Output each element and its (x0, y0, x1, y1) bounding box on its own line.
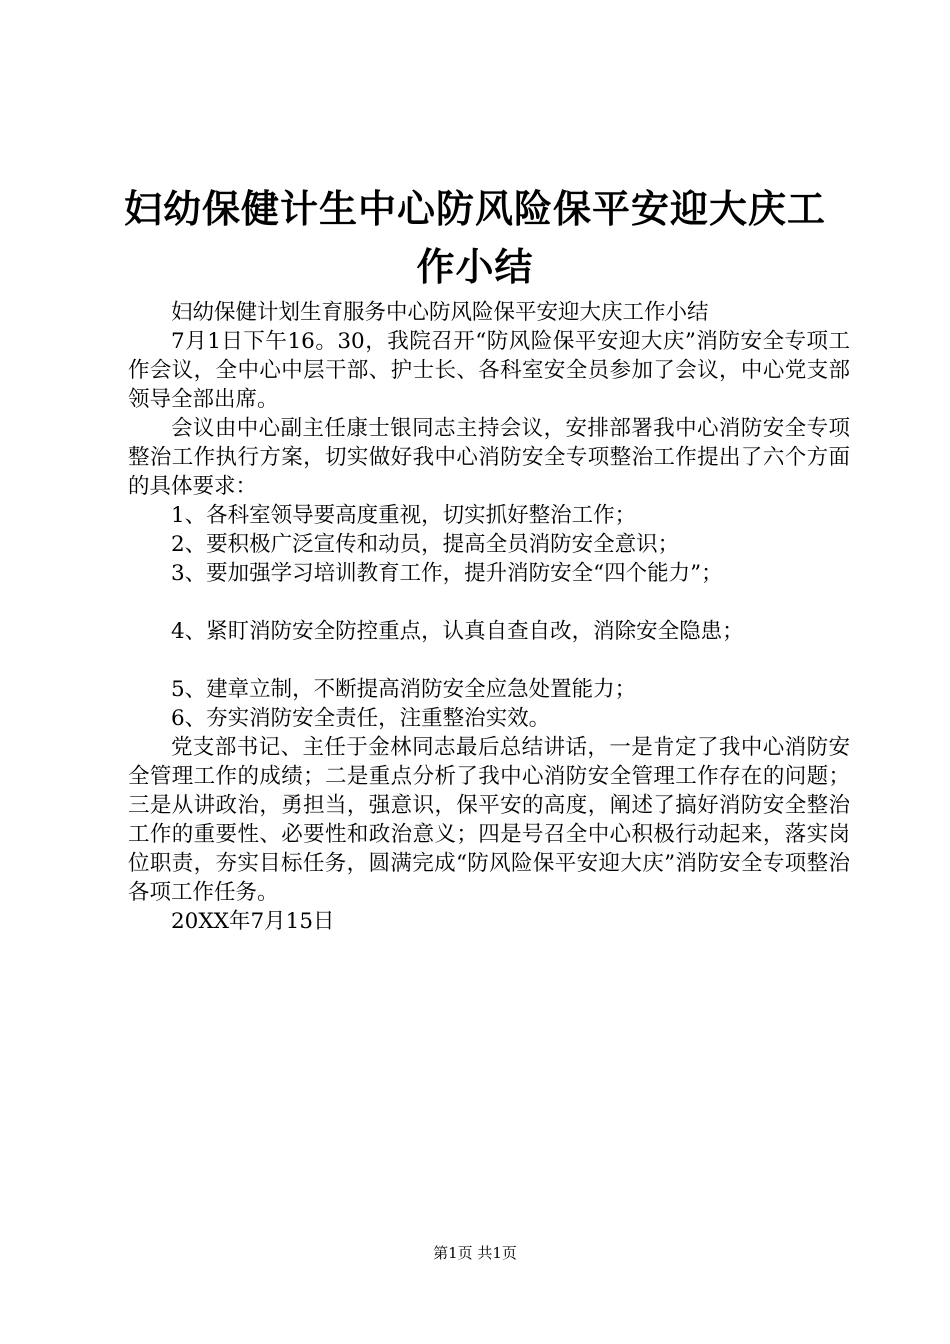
list-item: 3、要加强学习培训教育工作，提升消防安全“四个能力”； (171, 561, 723, 586)
list-item: 2、要积极广泛宣传和动员，提高全员消防安全意识； (171, 532, 680, 557)
list-item: 1、各科室领导要高度重视，切实抓好整治工作； (171, 503, 637, 528)
summary-paragraph: 党支部书记、主任于金林同志最后总结讲话，一是肯定了我中心消防安全管理工作的成绩；二是重点分析了我中心消防安全管理工作存在的问题；三是从讲政治，勇担当，强意识，保平安的高度，阐述了搞好消防安全整治工作的重要性、必要性和政治意义；四是号召全中心积极行动起来，落实岗位职责，夯实目标任务，圆满完成“防风险保平安迎大庆”消防安全专项整治各项工作任务。 (128, 735, 850, 905)
requirements-intro-paragraph: 会议由中心副主任康士银同志主持会议，安排部署我中心消防安全专项整治工作执行方案，切实做好我中心消防安全专项整治工作提出了六个方面的具体要求： (128, 416, 850, 499)
subtitle-paragraph: 妇幼保健计划生育服务中心防风险保平安迎大庆工作小结 (171, 300, 709, 325)
list-item: 5、建章立制，不断提高消防安全应急处置能力； (171, 677, 637, 702)
meeting-paragraph: 7月1日下午16。30，我院召开“防风险保平安迎大庆”消防安全专项工作会议，全中心中层干部、护士长、各科室安全员参加了会议，中心党支部领导全部出席。 (128, 329, 850, 412)
list-item: 6、夯实消防安全责任，注重整治实效。 (171, 706, 551, 731)
document-body (128, 298, 850, 936)
date-line: 20XX年7月15日 (171, 909, 335, 934)
list-item: 4、紧盯消防安全防控重点，认真自查自改，消除安全隐患； (171, 619, 744, 644)
document-title: 妇幼保健计生中心防风险保平安迎大庆工作小结 (123, 186, 826, 289)
page-number-footer: 第1页 共1页 (433, 1244, 517, 1262)
